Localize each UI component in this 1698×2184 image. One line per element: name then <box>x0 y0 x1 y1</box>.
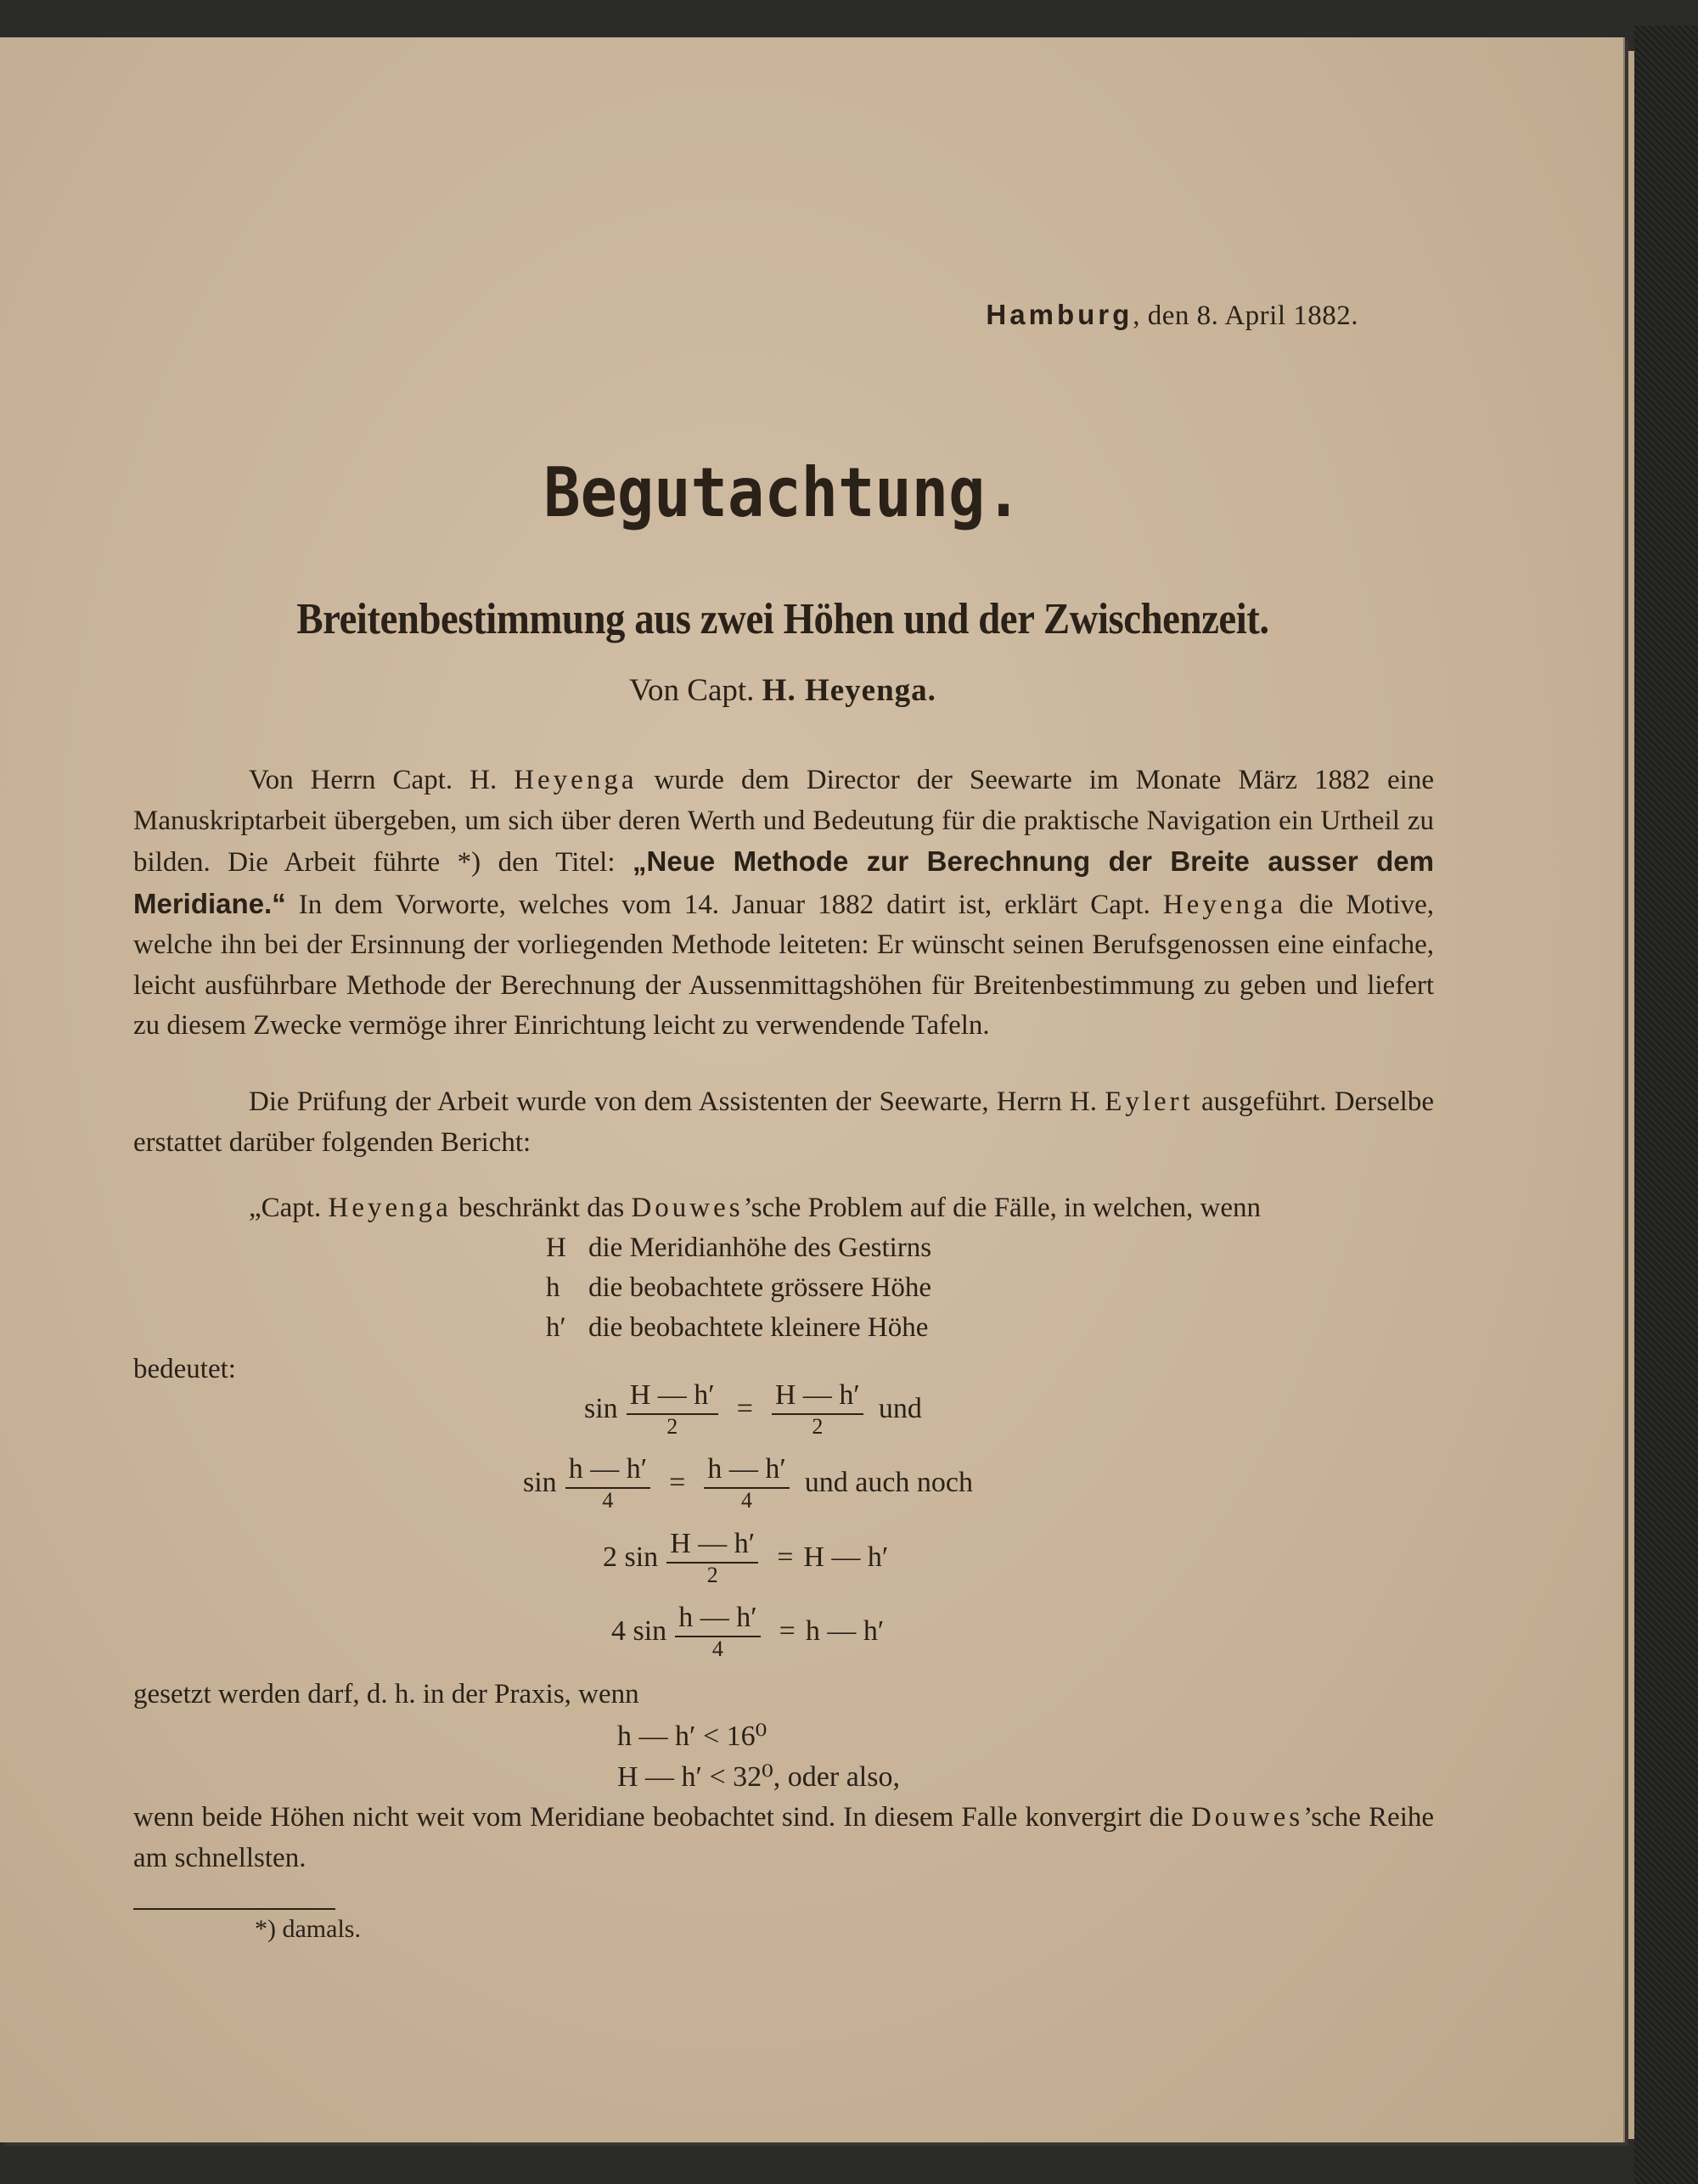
closing-paragraph <box>133 1798 1434 1878</box>
fraction <box>627 1379 718 1439</box>
numerator: h — h′ <box>565 1453 650 1489</box>
numerator: H — h′ <box>772 1379 863 1415</box>
numerator: h — h′ <box>675 1602 760 1637</box>
paragraph-2 <box>133 1082 1434 1163</box>
text: ’sche Reihe am schnellsten. <box>133 1802 1435 1873</box>
date-rest: , den 8. April 1882. <box>1133 300 1358 331</box>
paragraph-1 <box>133 761 1434 1047</box>
definition-row <box>546 1308 928 1348</box>
equation-2 <box>523 1453 973 1513</box>
equals-sign: = <box>736 1393 753 1424</box>
douwes-name-spaced: Douwes <box>1190 1802 1304 1833</box>
denominator: 2 <box>706 1563 718 1587</box>
report-quote <box>133 1188 1434 1228</box>
fraction <box>772 1379 863 1439</box>
numerator: H — h′ <box>627 1379 718 1415</box>
douwes-name-spaced: Douwes <box>631 1193 744 1223</box>
page-title: Begutachtung. <box>543 452 1022 533</box>
numerator: H — h′ <box>666 1528 758 1564</box>
author-name-spaced: Heyenga <box>514 765 638 795</box>
fraction <box>565 1453 650 1513</box>
eq-prefix: sin <box>523 1467 557 1498</box>
denominator: 4 <box>711 1637 723 1661</box>
fraction <box>675 1602 760 1661</box>
equals-sign: = <box>669 1467 686 1498</box>
fraction <box>666 1528 758 1587</box>
subtitle: Breitenbestimmung aus zwei Höhen und der Zwischenzeit. <box>296 595 1269 643</box>
author-name-spaced: Heyenga <box>328 1193 452 1223</box>
text: die Motive, welche ihn bei der Ersinnung der vorliegenden Methode leiteten: Er wünscht seinen Berufsgenossen eine einfache, leicht ausführbare Methode der Berechnung der Aussenmittagshöhen für Breitenbestimmung zu geben und liefert zu diesem Zwecke vermöge ihrer Einrichtung leicht zu verwendende Tafeln. <box>133 889 1434 1041</box>
def-symbol: H <box>546 1232 566 1263</box>
text: Die Prüfung der Arbeit wurde von dem Assistenten der Seewarte, Herrn H. <box>249 1086 1105 1117</box>
eq-rhs: H — h′ <box>803 1541 889 1573</box>
text: ’sche Problem auf die Fälle, in welchen, wenn <box>743 1193 1262 1223</box>
text: ausgeführt. Derselbe erstattet darüber folgenden Bericht: <box>133 1086 1435 1158</box>
definition-row <box>546 1228 931 1268</box>
condition-1: h — h′ < 16⁰ <box>617 1721 767 1752</box>
def-symbol: h′ <box>546 1312 566 1343</box>
author-name-spaced: Heyenga <box>1162 889 1287 920</box>
eq-prefix: 2 sin <box>603 1541 659 1573</box>
assistant-name-spaced: Eylert <box>1105 1086 1194 1117</box>
denominator: 4 <box>741 1488 753 1513</box>
date-city: Hamburg <box>986 299 1133 330</box>
numerator: h — h′ <box>704 1453 789 1489</box>
text: Von Herrn Capt. H. <box>249 765 514 795</box>
text: In dem Vorworte, welches vom 14. Januar 1882 datirt ist, erklärt Capt. <box>285 889 1163 920</box>
work-title: „Neue Methode zur Berechnung der Breite ausser dem Meridiane.“ <box>133 845 1434 919</box>
denominator: 4 <box>602 1488 614 1513</box>
def-symbol: h <box>546 1272 560 1303</box>
def-text: die Meridianhöhe des Gestirns <box>588 1232 932 1263</box>
text: wurde dem Director der Seewarte im Monate März 1882 eine Manuskriptarbeit übergeben, um sich über deren Werth und Bedeutung für die praktische Navigation ein Urtheil zu bilden. Die Arbeit führte *) den Titel: <box>133 765 1434 878</box>
byline-prefix: Von Capt. <box>629 673 755 708</box>
def-text: die beobachtete grössere Höhe <box>588 1272 932 1303</box>
footnote-rule <box>133 1908 335 1910</box>
date-line <box>0 299 1358 332</box>
text: beschränkt das <box>451 1193 632 1223</box>
equation-3 <box>603 1528 888 1587</box>
equation-1 <box>584 1379 922 1439</box>
byline <box>0 672 1566 709</box>
author-name: H. Heyenga. <box>762 673 936 708</box>
equation-4 <box>611 1602 884 1661</box>
condition-2: H — h′ < 32⁰, oder also, <box>617 1761 900 1793</box>
equals-sign: = <box>779 1615 796 1647</box>
denominator: 2 <box>812 1414 824 1439</box>
definition-row <box>546 1268 931 1308</box>
denominator: 2 <box>666 1414 678 1439</box>
eq-prefix: 4 sin <box>611 1615 667 1647</box>
eq-suffix: und <box>878 1393 922 1424</box>
book-binding <box>1634 25 1698 2184</box>
eq-prefix: sin <box>584 1393 618 1424</box>
gesetzt-line: gesetzt werden darf, d. h. in der Praxis, wenn <box>133 1679 639 1710</box>
text: wenn beide Höhen nicht weit vom Meridiane beobachtet sind. In diesem Falle konvergirt die <box>133 1802 1191 1833</box>
footnote: *) damals. <box>255 1915 361 1943</box>
def-text: die beobachtete kleinere Höhe <box>588 1312 929 1343</box>
text: „Capt. <box>249 1193 329 1223</box>
eq-rhs: h — h′ <box>805 1615 885 1647</box>
bedeutet-label: bedeutet: <box>133 1354 236 1384</box>
fraction <box>704 1453 789 1513</box>
eq-suffix: und auch noch <box>804 1467 974 1498</box>
equals-sign: = <box>777 1541 794 1573</box>
